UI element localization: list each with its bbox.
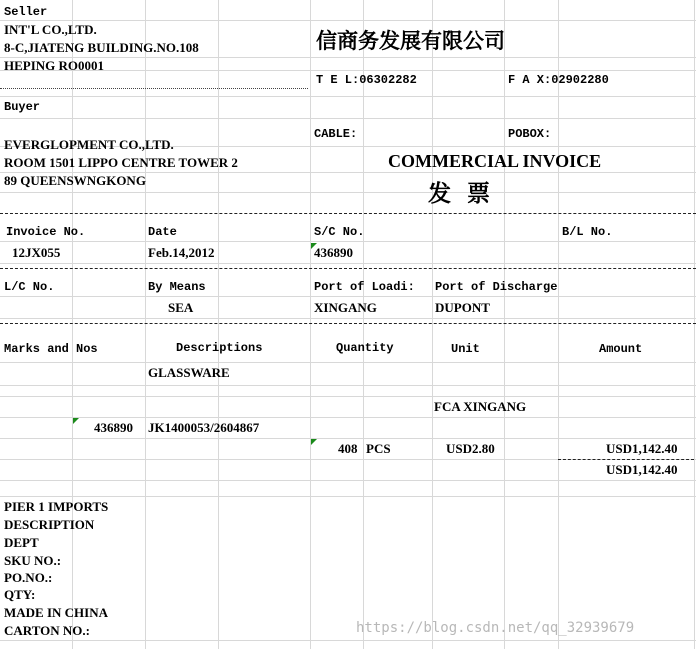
trade-terms: FCA XINGANG (434, 399, 527, 414)
unit-header: Unit (451, 342, 480, 356)
seller-address-line: 8-C,JIATENG BUILDING.NO.108 (4, 40, 199, 55)
company-tel: T E L:06302282 (316, 73, 417, 87)
buyer-name: EVERGLOPMENT CO.,LTD. (4, 137, 174, 152)
company-pobox: POBOX: (508, 127, 552, 141)
grid-row-line (0, 57, 696, 58)
grid-row-line (0, 241, 696, 242)
grid-row-line (0, 192, 696, 193)
port-loading-value: XINGANG (314, 300, 377, 315)
grid-row-line (0, 70, 696, 71)
cell-comment-marker (73, 418, 79, 424)
date-value: Feb.14,2012 (148, 245, 215, 260)
company-chinese-name: 信商务发展有限公司 (316, 29, 505, 53)
marks-line: DEPT (4, 535, 39, 550)
section-separator (0, 213, 696, 214)
section-separator (0, 323, 696, 324)
by-means-label: By Means (148, 280, 206, 294)
amount-header: Amount (599, 342, 643, 356)
grid-row-line (0, 640, 696, 641)
grid-col-line (432, 0, 433, 649)
total-amount: USD1,142.40 (606, 462, 678, 477)
seller-label: Seller (4, 5, 48, 19)
company-cable: CABLE: (314, 127, 358, 141)
sc-no-value: 436890 (314, 245, 353, 260)
marks-line: CARTON NO.: (4, 623, 90, 638)
marks-line: QTY: (4, 587, 36, 602)
seller-address-line: HEPING RO0001 (4, 58, 105, 73)
invoice-no-value: 12JX055 (12, 245, 61, 260)
marks-line: MADE IN CHINA (4, 605, 108, 620)
goods-description: GLASSWARE (148, 365, 230, 380)
buyer-address-line: 89 QUEENSWNGKONG (4, 173, 146, 188)
grid-row-line (0, 480, 696, 481)
bl-no-label: B/L No. (562, 225, 613, 239)
invoice-title: COMMERCIAL INVOICE (388, 151, 602, 171)
grid-row-line (0, 118, 696, 119)
seller-name: INT'L CO.,LTD. (4, 22, 97, 37)
grid-row-line (0, 296, 696, 297)
grid-row-line (0, 318, 696, 319)
item-code: JK1400053/2604867 (148, 420, 260, 435)
grid-row-line (0, 362, 696, 363)
marks-line: PO.NO.: (4, 570, 53, 585)
port-discharge-value: DUPONT (435, 300, 490, 315)
marks-line: SKU NO.: (4, 553, 62, 568)
grid-col-line (218, 0, 219, 649)
grid-col-line (558, 0, 559, 649)
invoice-no-label: Invoice No. (6, 225, 86, 239)
quantity-unit: PCS (366, 441, 391, 456)
descriptions-header: Descriptions (176, 341, 263, 355)
grid-col-line (694, 0, 695, 649)
marks-line: DESCRIPTION (4, 517, 95, 532)
watermark: https://blog.csdn.net/qq_32939679 (356, 620, 635, 636)
date-label: Date (148, 225, 177, 239)
mark-number: 436890 (94, 420, 133, 435)
quantity-header: Quantity (336, 341, 394, 355)
grid-row-line (0, 438, 696, 439)
grid-col-line (145, 0, 146, 649)
amount-value: USD1,142.40 (606, 441, 678, 456)
grid-col-line (363, 0, 364, 649)
buyer-address-line: ROOM 1501 LIPPO CENTRE TOWER 2 (4, 155, 238, 170)
total-separator (558, 459, 694, 460)
grid-col-line (310, 0, 311, 649)
grid-row-line (0, 417, 696, 418)
company-fax: F A X:02902280 (508, 73, 609, 87)
marks-header: Marks and Nos (4, 342, 98, 356)
grid-col-line (504, 0, 505, 649)
grid-row-line (0, 96, 696, 97)
port-loading-label: Port of Loadi: (314, 280, 415, 294)
lc-no-label: L/C No. (4, 280, 55, 294)
port-discharge-label: Port of Discharge (435, 280, 558, 294)
sc-no-label: S/C No. (314, 225, 365, 239)
grid-row-line (0, 396, 696, 397)
grid-row-line (0, 496, 696, 497)
grid-row-line (0, 20, 696, 21)
buyer-label: Buyer (4, 100, 41, 114)
by-means-value: SEA (168, 300, 194, 315)
invoice-title-chinese: 发 票 (428, 181, 491, 207)
unit-price: USD2.80 (446, 441, 495, 456)
grid-row-line (0, 385, 696, 386)
section-separator (0, 268, 696, 269)
grid-row-line (0, 263, 696, 264)
cell-comment-marker (311, 439, 317, 445)
grid-col-line (72, 0, 73, 649)
marks-line: PIER 1 IMPORTS (4, 499, 109, 514)
quantity-value: 408 (338, 441, 358, 456)
seller-separator (0, 88, 308, 89)
